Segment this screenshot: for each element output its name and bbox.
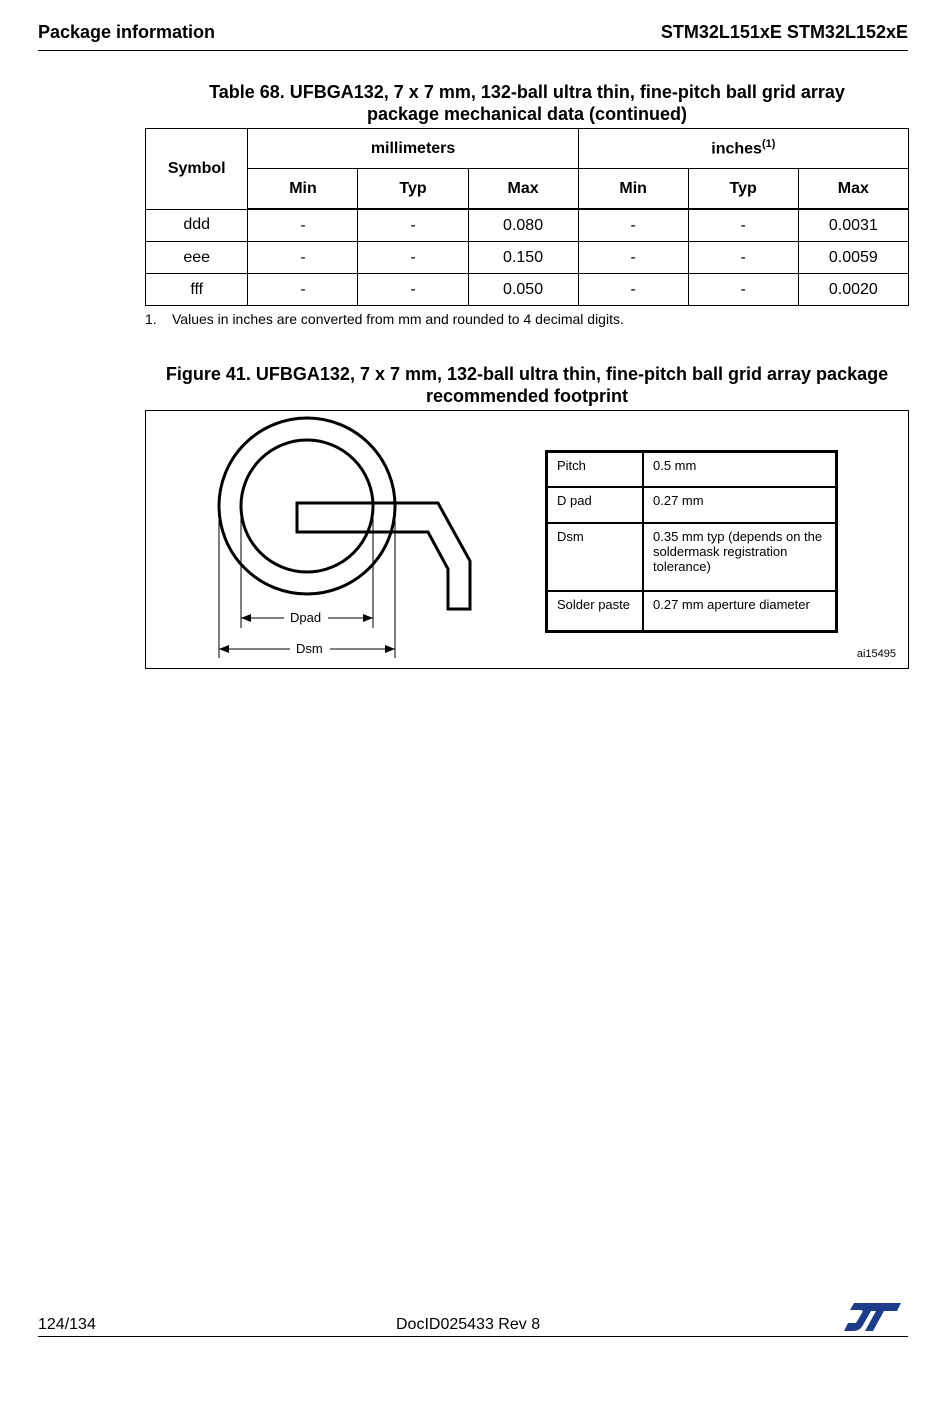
table-row <box>547 452 837 488</box>
inches-header-label: inches <box>711 140 762 158</box>
value-cell: 0.050 <box>468 274 578 306</box>
value-cell: - <box>578 274 688 306</box>
value-cell: 0.080 <box>468 209 578 242</box>
footprint-value: 0.27 mm <box>643 487 837 523</box>
symbol-cell: eee <box>146 242 248 274</box>
value-cell: - <box>688 242 798 274</box>
mm-max-header: Max <box>468 169 578 210</box>
soldermask-circle <box>219 418 395 594</box>
value-cell: - <box>688 209 798 242</box>
footprint-table <box>545 450 838 633</box>
footnote-ref: (1) <box>761 138 776 151</box>
footnote-text: Values in inches are converted from mm and rounded to 4 decimal digits. <box>172 311 624 327</box>
mm-min-header: Min <box>248 169 358 210</box>
value-cell: - <box>358 274 468 306</box>
dsm-label: Dsm <box>296 641 323 656</box>
product-name: STM32L151xE STM32L152xE <box>660 22 908 42</box>
value-cell: - <box>248 242 358 274</box>
value-cell: - <box>248 209 358 242</box>
table-header-row <box>146 129 909 169</box>
footprint-key: D pad <box>547 487 644 523</box>
footprint-key: Pitch <box>547 452 644 488</box>
millimeters-header: millimeters <box>248 129 578 169</box>
footprint-value: 0.35 mm typ (depends on the soldermask registration tolerance) <box>643 523 837 591</box>
table-row <box>547 523 837 591</box>
value-cell: - <box>688 274 798 306</box>
value-cell: - <box>578 209 688 242</box>
section-title: Package information <box>38 22 216 42</box>
value-cell: 0.0031 <box>798 209 908 242</box>
value-cell: 0.0059 <box>798 242 908 274</box>
inches-header <box>578 129 908 169</box>
table-row <box>547 591 837 632</box>
value-cell: - <box>358 242 468 274</box>
figure-caption <box>145 363 909 407</box>
footprint-value: 0.5 mm <box>643 452 837 488</box>
mm-typ-header: Typ <box>358 169 468 210</box>
table-caption-line-1: Table 68. UFBGA132, 7 x 7 mm, 132-ball ultra thin, fine-pitch ball grid array <box>209 82 845 102</box>
table-subheader-row <box>146 169 909 210</box>
figure-caption-line-2: recommended footprint <box>425 386 628 406</box>
st-logo-icon <box>844 1302 902 1332</box>
document-id: DocID025433 Rev 8 <box>396 1316 541 1333</box>
footprint-figure <box>145 410 909 669</box>
symbol-header: Symbol <box>146 129 248 210</box>
value-cell: 0.150 <box>468 242 578 274</box>
footprint-value: 0.27 mm aperture diameter <box>643 591 837 632</box>
value-cell: - <box>578 242 688 274</box>
page-header <box>38 20 908 51</box>
symbol-cell: ddd <box>146 209 248 242</box>
figure-caption-line-1: Figure 41. UFBGA132, 7 x 7 mm, 132-ball ultra thin, fine-pitch ball grid array package <box>165 364 889 384</box>
value-cell: - <box>248 274 358 306</box>
dpad-label: Dpad <box>290 610 322 625</box>
page-footer <box>38 1300 908 1337</box>
table-row <box>146 274 909 306</box>
table-caption <box>145 81 909 125</box>
inch-typ-header: Typ <box>688 169 798 210</box>
table-row <box>146 209 909 242</box>
table-footnote <box>145 311 624 327</box>
inch-min-header: Min <box>578 169 688 210</box>
value-cell: - <box>358 209 468 242</box>
footprint-key: Dsm <box>547 523 644 591</box>
inch-max-header: Max <box>798 169 908 210</box>
symbol-cell: fff <box>146 274 248 306</box>
table-row <box>547 487 837 523</box>
value-cell: 0.0020 <box>798 274 908 306</box>
table-row <box>146 242 909 274</box>
table-caption-line-2: package mechanical data (continued) <box>366 104 688 124</box>
pad-circle <box>241 440 373 572</box>
footnote-number: 1. <box>145 311 157 327</box>
figure-id: ai15495 <box>856 648 896 660</box>
mechanical-data-table <box>145 128 909 306</box>
page-number: 124/134 <box>38 1316 96 1333</box>
footprint-key: Solder paste <box>547 591 644 632</box>
